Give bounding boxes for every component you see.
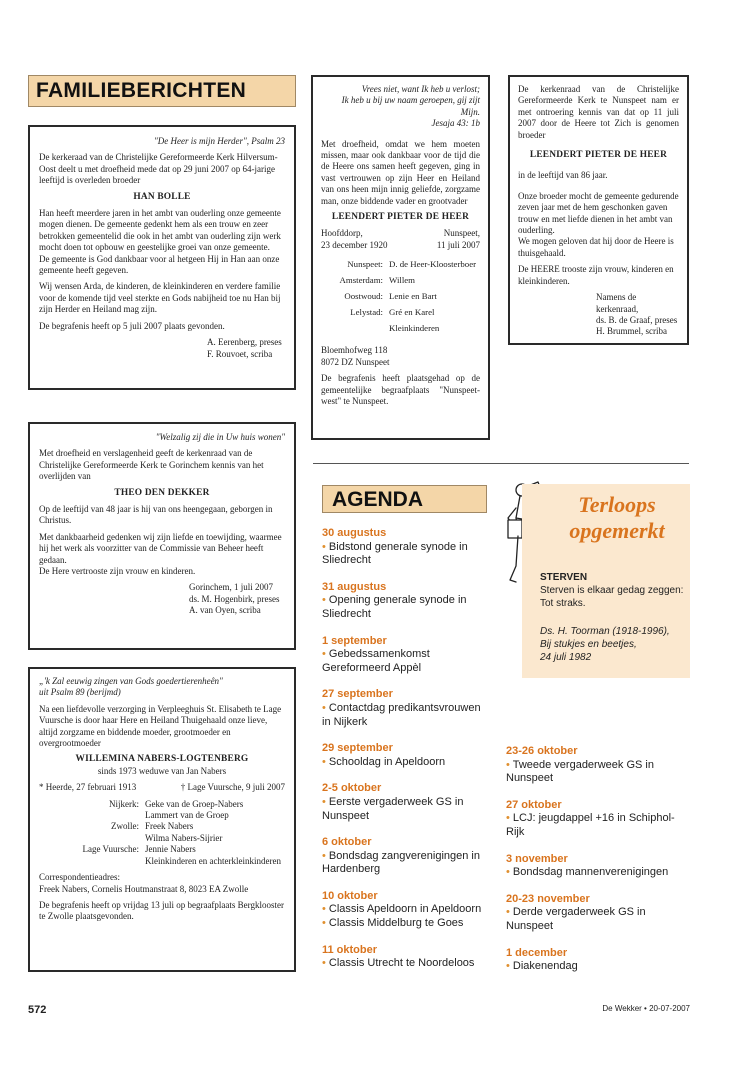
bullet-icon: • <box>322 701 329 714</box>
agenda-text: Classis Middelburg te Goes <box>328 917 464 930</box>
notice-paragraph: De gemeente is God dankbaar voor al hetgeen Hij in Han aan onze gemeente heeft gegeven. <box>39 253 280 276</box>
death-date: 11 juli 2007 <box>436 239 480 250</box>
birth-death-row <box>321 240 480 251</box>
section-divider <box>313 463 689 464</box>
bullet-icon: • <box>506 758 513 771</box>
family-row <box>69 799 285 810</box>
signature: ds. M. Hogenbirk, preses <box>189 593 280 604</box>
notice-intro: Na een liefdevolle verzorging in Verpleeghuis St. Elisabeth te Lage Vuursche is door haar Here en Heiland Thuigehaald onze lieve, altijd zorgzame en biddende moeder, grootmoeder en overgrootmoeder <box>39 703 282 749</box>
family-row <box>69 856 285 867</box>
signature: Gorinchem, 1 juli 2007 <box>189 582 273 593</box>
family-place: Oostwoud: <box>344 291 383 302</box>
agenda-text: LCJ: jeugdappel +16 in Schiphol-Rijk <box>506 812 675 838</box>
family-place: Amsterdam: <box>339 275 383 286</box>
deceased-name: HAN BOLLE <box>133 191 191 202</box>
family-row <box>321 272 480 288</box>
agenda-date: 3 november <box>506 852 568 865</box>
family-place <box>321 320 389 336</box>
family-list <box>321 256 480 336</box>
agenda-line <box>322 541 492 568</box>
agenda-line <box>322 756 492 770</box>
agenda-date: 20-23 november <box>506 892 590 905</box>
notice-paragraph: Op de leeftijd van 48 jaar is hij van ons heengegaan, geborgen in Christus. <box>39 504 273 526</box>
death-place: Nunspeet, <box>443 228 480 239</box>
agenda-line <box>322 594 492 621</box>
section-title: FAMILIEBERICHTEN <box>36 79 247 102</box>
terloops-opgemerkt-box <box>522 484 690 678</box>
family-row <box>321 256 480 272</box>
notice-quote: "Welzalig zij die in Uw huis wonen" <box>155 432 285 442</box>
agenda-item <box>322 890 492 931</box>
agenda-line <box>322 648 492 675</box>
family-row <box>321 304 480 320</box>
bullet-icon: • <box>322 917 329 930</box>
family-place: Nijkerk: <box>109 798 139 809</box>
agenda-text: Classis Utrecht te Noordeloos <box>328 957 475 970</box>
birth-date: 23 december 1920 <box>321 239 388 250</box>
agenda-date: 30 augustus <box>322 527 387 539</box>
family-place <box>69 856 145 867</box>
bullet-icon: • <box>506 906 513 919</box>
agenda-date: 23-26 oktober <box>506 745 578 757</box>
terloops-source: Ds. H. Toorman (1918-1996), <box>540 626 670 637</box>
birth-place: Hoofddorp, <box>321 228 363 239</box>
agenda-item <box>506 853 686 880</box>
agenda-date: 11 oktober <box>322 943 378 956</box>
notice-quote: Vrees niet, want Ik heb u verlost; <box>361 84 480 94</box>
agenda-text: Derde vergaderweek GS in Nunspeet <box>506 906 646 932</box>
birth-date: * Heerde, 27 februari 1913 <box>39 782 137 793</box>
family-row <box>69 810 285 821</box>
correspondence-address: Freek Nabers, Cornelis Houtmanstraat 8, 8023 EA Zwolle <box>39 883 249 894</box>
notice-intro: Met droefheid en verslagenheid geeft de kerkenraad van de Christelijke Gereformeerde Kerk te Gorinchem kennis van het overlijden van <box>39 448 264 482</box>
page-number: 572 <box>28 1004 47 1016</box>
deceased-name: WILLEMINA NABERS-LOGTENBERG <box>75 754 249 765</box>
notice-quote-source: uit Psalm 89 (berijmd) <box>39 687 121 698</box>
family-names: Freek Nabers <box>145 821 194 832</box>
agenda-line <box>322 903 492 917</box>
agenda-item <box>322 742 492 769</box>
agenda-item <box>322 527 492 568</box>
agenda-line <box>506 960 686 974</box>
deceased-name: THEO DEN DEKKER <box>114 487 210 498</box>
bullet-icon: • <box>322 795 329 808</box>
family-row <box>321 320 480 336</box>
agenda-column-right <box>506 745 686 987</box>
agenda-date: 27 september <box>322 688 393 701</box>
agenda-text: Tweede vergaderweek GS in Nunspeet <box>506 758 654 785</box>
signature: H. Brummel, scriba <box>596 326 667 337</box>
family-names: Willem <box>389 275 416 286</box>
signature: ds. B. de Graaf, preses <box>596 314 678 325</box>
agenda-line <box>322 702 492 729</box>
agenda-text: Eerste vergaderweek GS in Nunspeet <box>322 795 464 822</box>
agenda-text: Opening generale synode in Sliedrecht <box>322 594 467 620</box>
agenda-line <box>322 917 492 931</box>
signature: A. van Oyen, scriba <box>189 605 261 616</box>
agenda-date: 10 oktober <box>322 889 378 902</box>
family-names: D. de Heer-Kloosterboer <box>389 259 477 270</box>
agenda-item <box>322 836 492 877</box>
agenda-date: 27 oktober <box>506 798 562 811</box>
notice-paragraph: Onze broeder mocht de gemeente gedurende zeven jaar met de hem geschonken gaven trouw en met liefde dienen in het ambt van ouderling. <box>518 190 679 236</box>
section-header-agenda <box>322 485 487 513</box>
agenda-date: 31 augustus <box>322 580 387 593</box>
publication-footer: De Wekker • 20-07-2007 <box>602 1004 690 1013</box>
terloops-source: 24 juli 1982 <box>540 652 592 663</box>
notice-paragraph: De Here vertrooste zijn vrouw en kinderen. <box>39 566 196 577</box>
family-names: Lammert van de Groep <box>145 810 229 821</box>
agenda-text: Contactdag predikantsvrouwen in Nijkerk <box>322 701 481 728</box>
terloops-source: Bij stukjes en beetjes, <box>540 639 637 650</box>
signature: A. Eerenberg, preses <box>207 337 282 348</box>
agenda-line <box>506 906 686 933</box>
bullet-icon: • <box>506 866 513 879</box>
family-names: Wilma Nabers-Sijrier <box>145 832 223 843</box>
family-names: Lenie en Bart <box>389 291 437 302</box>
agenda-date: 1 december <box>506 946 568 959</box>
signature: F. Rouvoet, scriba <box>207 348 273 359</box>
family-row <box>69 833 285 844</box>
agenda-text: Bidstond generale synode in Sliedrecht <box>322 540 468 567</box>
agenda-line <box>322 796 492 823</box>
terloops-heading: STERVEN <box>540 572 588 583</box>
bullet-icon: • <box>506 960 513 973</box>
correspondence-label: Correspondentieadres: <box>39 872 120 883</box>
family-place: Lage Vuursche: <box>82 844 139 855</box>
notice-paragraph: We mogen geloven dat hij door de Heere is thuisgehaald. <box>518 236 674 258</box>
deceased-name: LEENDERT PIETER DE HEER <box>529 150 668 161</box>
agenda-date: 6 oktober <box>322 836 372 849</box>
notice-paragraph: Met dankbaarheid gedenken wij zijn liefde en toewijding, waarmee hij het werk als voorzitter van de Commissie van Beheer heeft gedaan. <box>39 531 282 565</box>
bullet-icon: • <box>322 648 329 661</box>
notice-quote-source: Jesaja 43: 1b <box>431 118 480 129</box>
notice-paragraph: Han heeft meerdere jaren in het ambt van ouderling onze gemeente mogen dienen. De gemeente gedenkt hem als een trouw en zeer betrokken gemeentelid die ook in het ambt van ouderling zijn werk mocht doen tot opbouw en geestelijke groei van onze gemeente. <box>39 208 281 253</box>
notice-paragraph: De begrafenis heeft op 5 juli 2007 plaats gevonden. <box>39 320 225 331</box>
notice-quote: "De Heer is mijn Herder", Psalm 23 <box>154 136 285 146</box>
notice-intro: Met droefheid, omdat we hem moeten missen, maar ook dankbaar voor de tijd die de Heere ons samen heeft gegeven, ging in vast vertrouwen op zijn Heer en Heiland van ons heen mijn innig geliefde, zorgzame man, onze biddende vader en grootvader <box>321 138 480 206</box>
family-place <box>69 810 145 821</box>
notice-intro: De kerkeraad van de Christelijke Gereformeerde Kerk Hilversum-Oost deelt u met droefheid mede dat op 29 juni 2007 op 64-jarige leeftijd is overleden broeder <box>39 152 278 186</box>
section-header-familieberichten <box>28 75 296 107</box>
agenda-date: 29 september <box>322 742 393 755</box>
family-names: Jennie Nabers <box>145 844 196 855</box>
agenda-text: Schooldag in Apeldoorn <box>328 755 446 768</box>
address-line: Bloemhofweg 118 <box>321 345 388 356</box>
notice-paragraph: in de leeftijd van 86 jaar. <box>518 170 608 181</box>
birth-death-row <box>321 228 480 239</box>
agenda-line <box>506 759 686 786</box>
bullet-icon: • <box>322 540 329 553</box>
agenda-line <box>322 850 492 877</box>
agenda-item <box>506 799 686 840</box>
agenda-column-left <box>322 527 492 984</box>
family-row <box>321 288 480 304</box>
agenda-date: 2-5 oktober <box>322 782 382 795</box>
agenda-item <box>506 893 686 934</box>
family-place: Lelystad: <box>350 307 383 318</box>
bullet-icon: • <box>322 849 329 862</box>
agenda-title: AGENDA <box>332 488 424 511</box>
agenda-item <box>322 944 492 971</box>
notice-leendert-de-heer-family <box>311 75 490 440</box>
agenda-item <box>322 581 492 622</box>
family-place <box>69 833 145 844</box>
bullet-icon: • <box>322 903 329 916</box>
agenda-text: Bondsdag zangverenigingen in Hardenberg <box>322 849 480 876</box>
death-date: † Lage Vuursche, 9 juli 2007 <box>180 782 285 793</box>
agenda-item <box>322 688 492 729</box>
notice-han-bolle <box>28 125 296 390</box>
agenda-text: Classis Apeldoorn in Apeldoorn <box>328 903 482 916</box>
agenda-line <box>506 812 686 839</box>
agenda-item <box>322 782 492 823</box>
birth-death-row <box>39 782 285 793</box>
notice-theo-den-dekker <box>28 422 296 650</box>
signature: Namens de kerkenraad, <box>596 292 639 314</box>
family-names: Geke van de Groep-Nabers <box>145 798 244 809</box>
family-row <box>69 844 285 855</box>
bullet-icon: • <box>322 957 329 970</box>
family-place: Nunspeet: <box>347 259 383 270</box>
notice-willemina-nabers <box>28 667 296 972</box>
bullet-icon: • <box>322 755 329 768</box>
agenda-text: Diakenendag <box>512 960 578 973</box>
notice-paragraph: De HEERE trooste zijn vrouw, kinderen en kleinkinderen. <box>518 264 674 286</box>
notice-quote: Ik heb u bij uw naam geroepen, gij zijt Mijn. <box>341 95 480 117</box>
family-names: Kleinkinderen <box>389 323 440 334</box>
family-list <box>39 799 285 867</box>
notice-paragraph: De begrafenis heeft plaatsgehad op de gemeentelijke begraafplaats "Nunspeet-west" te Nunspeet. <box>321 373 480 406</box>
agenda-line <box>506 866 686 880</box>
terloops-text: Sterven is elkaar gedag zeggen: Tot straks. <box>540 585 684 609</box>
family-place: Zwolle: <box>111 821 139 832</box>
terloops-title <box>552 492 682 544</box>
address-line: 8072 DZ Nunspeet <box>321 356 390 367</box>
terloops-title-line1: Terloops <box>578 492 656 517</box>
agenda-text: Gebedssamenkomst Gereformeerd Appèl <box>322 648 430 674</box>
family-row <box>69 821 285 832</box>
bullet-icon: • <box>506 812 513 825</box>
agenda-line <box>322 957 492 971</box>
notice-leendert-de-heer-church <box>508 75 689 345</box>
family-names: Gré en Karel <box>389 307 435 318</box>
notice-paragraph: De begrafenis heeft op vrijdag 13 juli op begraafplaats Bergklooster te Zwolle plaatsgevonden. <box>39 899 285 922</box>
notice-paragraph: Wij wensen Arda, de kinderen, de kleinkinderen en verdere familie voor de komende tijd veel sterkte en Gods nabijheid toe nu Han bij zijn Herder en Heiland mag zijn. <box>39 281 281 315</box>
notice-intro: De kerkenraad van de Christelijke Gereformeerde Kerk te Nunspeet nam er met ontroering kennis van dat op 11 juli 2007 door de Heere tot Zich is genomen broeder <box>518 84 679 140</box>
agenda-text: Bondsdag mannenverenigingen <box>512 866 669 879</box>
family-names: Kleinkinderen en achterkleinkinderen <box>145 855 281 866</box>
deceased-name: LEENDERT PIETER DE HEER <box>331 212 470 223</box>
deceased-subname: sinds 1973 weduwe van Jan Nabers <box>97 765 227 776</box>
bullet-icon: • <box>322 594 329 607</box>
terloops-title-line2: opgemerkt <box>569 518 665 543</box>
agenda-item <box>322 635 492 676</box>
agenda-date: 1 september <box>322 634 387 647</box>
notice-quote: „'k Zal eeuwig zingen van Gods goedertierenheên" <box>39 676 223 686</box>
agenda-item <box>506 745 686 786</box>
agenda-item <box>506 947 686 974</box>
